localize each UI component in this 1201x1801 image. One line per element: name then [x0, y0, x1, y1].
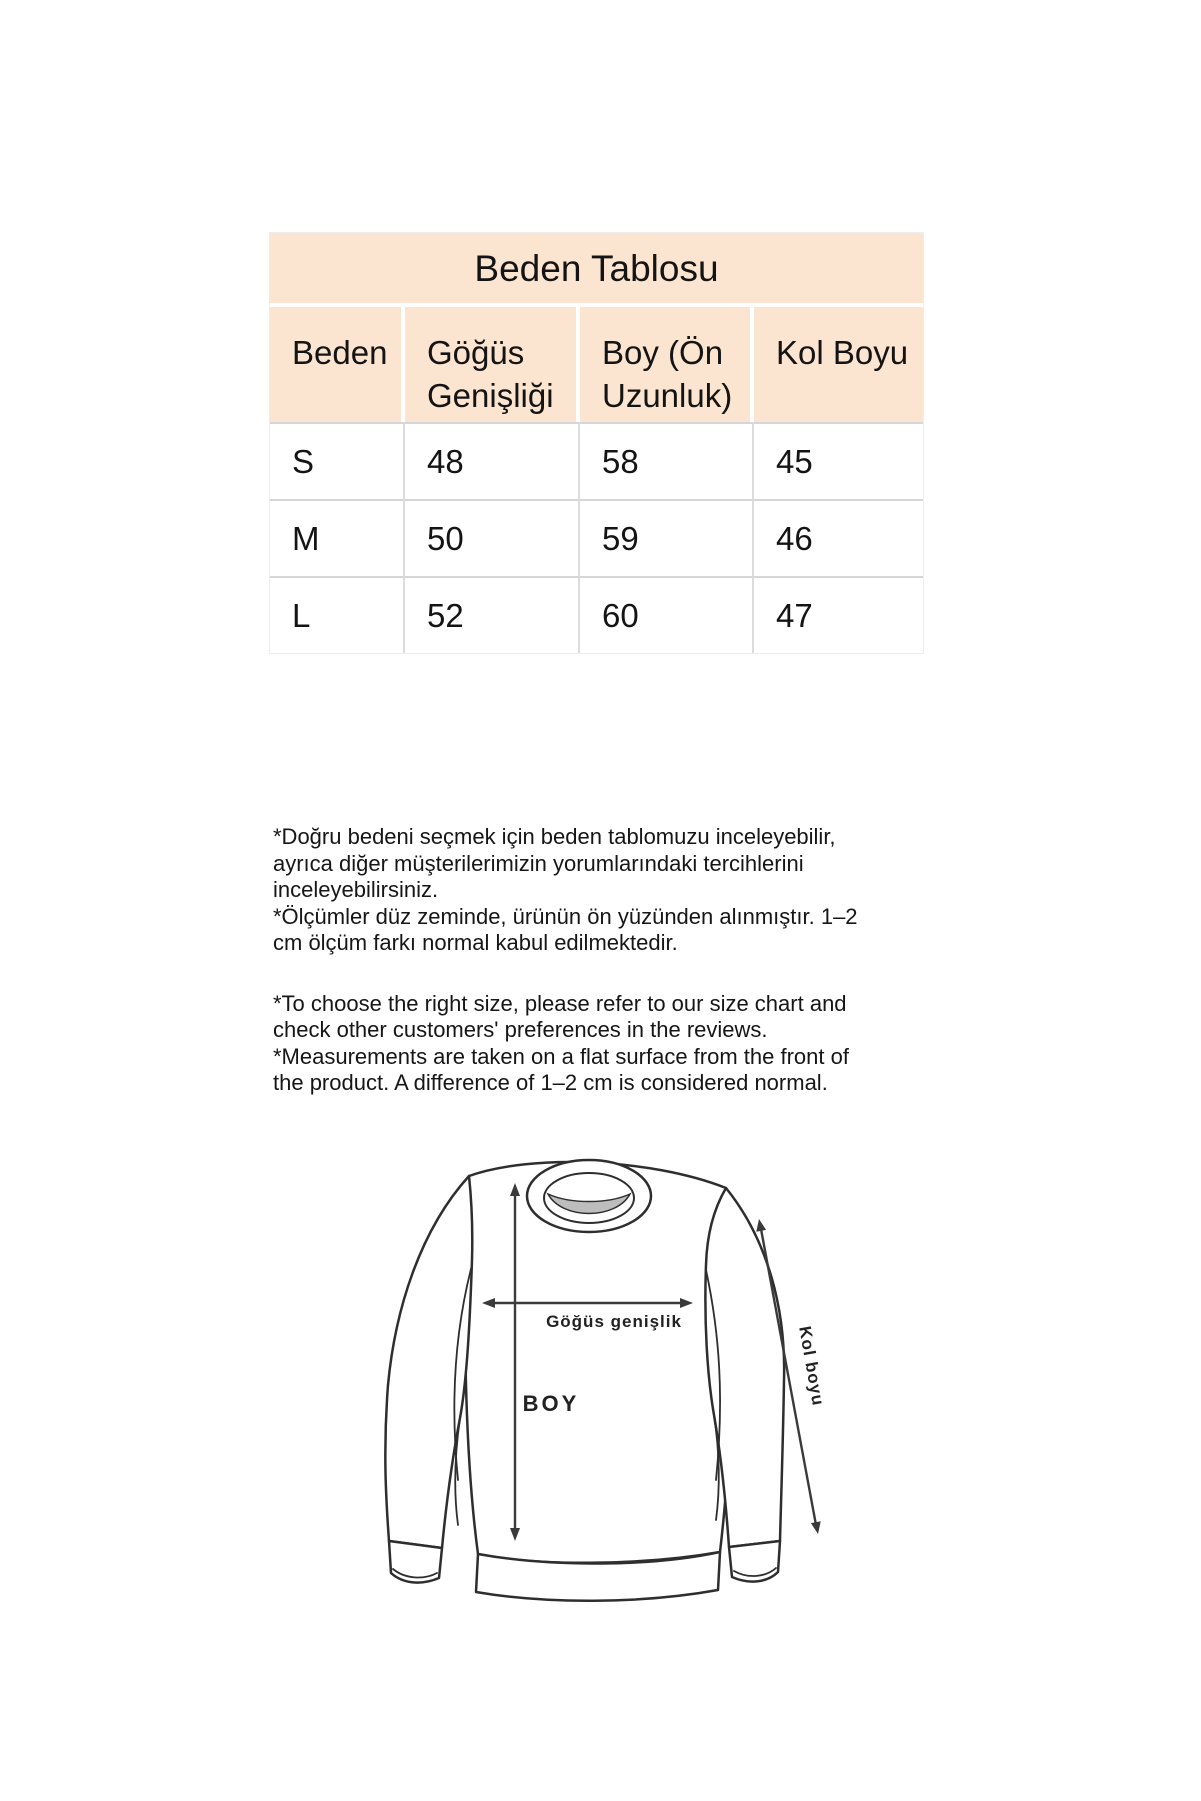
note-line: ayrıca diğer müşterilerimizin yorumlarındaki tercihlerini: [273, 850, 804, 876]
size-table: [270, 233, 923, 653]
sweatshirt-left-cuff: [389, 1541, 442, 1583]
notes: [273, 824, 923, 1097]
sweatshirt-collar: [527, 1160, 651, 1232]
sweatshirt-left-sleeve: [385, 1176, 472, 1548]
cell-sleeve: 45: [754, 422, 923, 499]
cell-size: L: [270, 576, 405, 653]
note-line: *Measurements are taken on a flat surface from the front of: [273, 1043, 849, 1069]
column-header-gogus: Göğüs Genişliği: [405, 307, 580, 422]
note-line: inceleyebilirsiniz.: [273, 877, 439, 902]
sleeve-label: Kol boyu: [795, 1324, 828, 1408]
cell-length: 59: [580, 499, 754, 576]
note-line: *Doğru bedeni seçmek için beden tablomuzu inceleyebilir,: [273, 824, 836, 849]
table-title: Beden Tablosu: [270, 233, 923, 307]
cell-chest: 48: [405, 422, 580, 499]
cell-chest: 52: [405, 576, 580, 653]
length-label: BOY: [522, 1391, 580, 1416]
notes-english: [273, 991, 923, 1097]
cell-length: 60: [580, 576, 754, 653]
note-line: *To choose the right size, please refer to our size chart and: [273, 990, 847, 1016]
cell-size: S: [270, 422, 405, 499]
chest-label: Göğüs genişlik: [546, 1312, 682, 1331]
column-header-kol: Kol Boyu: [754, 307, 923, 422]
column-header-beden: Beden: [270, 307, 405, 422]
cell-sleeve: 46: [754, 499, 923, 576]
note-line: check other customers' preferences in the reviews.: [273, 1017, 768, 1042]
note-line: the product. A difference of 1–2 cm is considered normal.: [273, 1070, 828, 1095]
note-line: *Ölçümler düz zeminde, ürünün ön yüzünden alınmıştır. 1–2: [273, 903, 858, 929]
sweatshirt-diagram: [350, 1150, 850, 1610]
note-line: cm ölçüm farkı normal kabul edilmektedir.: [273, 930, 678, 955]
column-header-boy: Boy (Ön Uzunluk): [580, 307, 754, 422]
cell-length: 58: [580, 422, 754, 499]
cell-size: M: [270, 499, 405, 576]
notes-turkish: [273, 824, 923, 957]
cell-chest: 50: [405, 499, 580, 576]
cell-sleeve: 47: [754, 576, 923, 653]
